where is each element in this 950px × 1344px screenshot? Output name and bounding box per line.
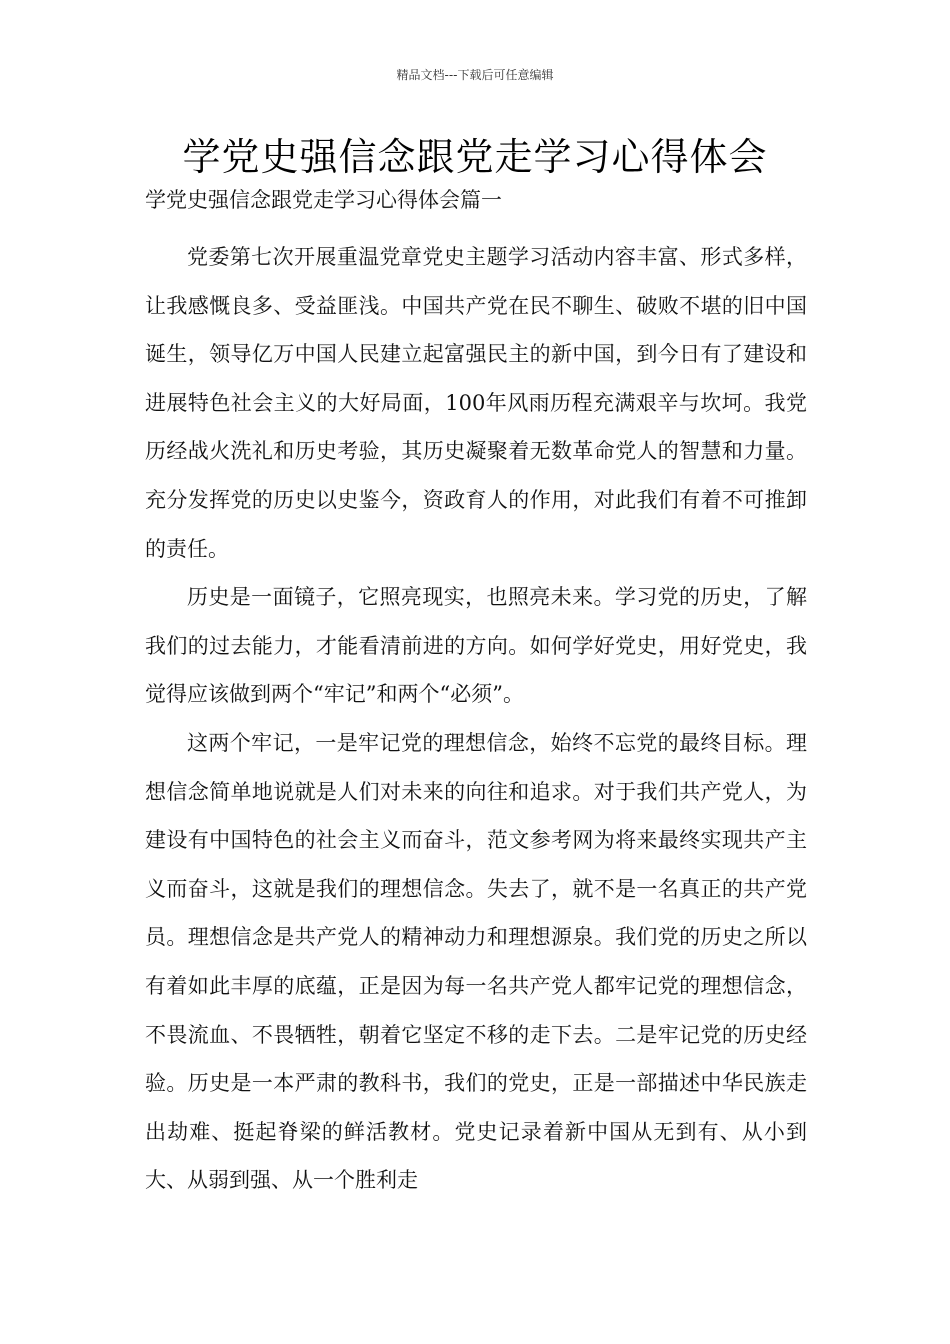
document-title: 学党史强信念跟党走学习心得体会 xyxy=(182,135,768,179)
document-body xyxy=(145,233,807,1205)
paragraph-2: 历史是一面镜子，它照亮现实，也照亮未来。学习党的历史，了解我们的过去能力，才能看清前进的方向。如何学好党史，用好党史，我觉得应该做到两个“牢记”和两个“必须”。 xyxy=(145,585,807,707)
paragraph-1: 党委第七次开展重温党章党史主题学习活动内容丰富、形式多样，让我感慨良多、受益匪浅。中国共产党在民不聊生、破败不堪的旧中国诞生，领导亿万中国人民建立起富强民主的新中国，到今日有了建设和进展特色社会主义的大好局面，100年风雨历程充满艰辛与坎坷。我党历经战火洗礼和历史考验，其历史凝聚着无数革命党人的智慧和力量。充分发挥党的历史以史鉴今，资政育人的作用，对此我们有着不可推卸的责任。 xyxy=(145,245,807,561)
paragraph-3: 这两个牢记，一是牢记党的理想信念，始终不忘党的最终目标。理想信念简单地说就是人们对未来的向往和追求。对于我们共产党人，为建设有中国特色的社会主义而奋斗，范文参考网为将来最终实现共产主义而奋斗，这就是我们的理想信念。失去了，就不是一名真正的共产党员。理想信念是共产党人的精神动力和理想源泉。我们党的历史之所以有着如此丰厚的底蕴，正是因为每一名共产党人都牢记党的理想信念，不畏流血、不畏牺牲，朝着它坚定不移的走下去。二是牢记党的历史经验。历史是一本严肃的教科书，我们的党史，正是一部描述中华民族走出劫难、挺起脊梁的鲜活教材。党史记录着新中国从无到有、从小到大、从弱到强、从一个胜利走 xyxy=(145,730,807,1193)
document-subtitle: 学党史强信念跟党走学习心得体会篇一 xyxy=(145,188,502,212)
header-note: 精品文档---下载后可任意编辑 xyxy=(396,68,554,82)
